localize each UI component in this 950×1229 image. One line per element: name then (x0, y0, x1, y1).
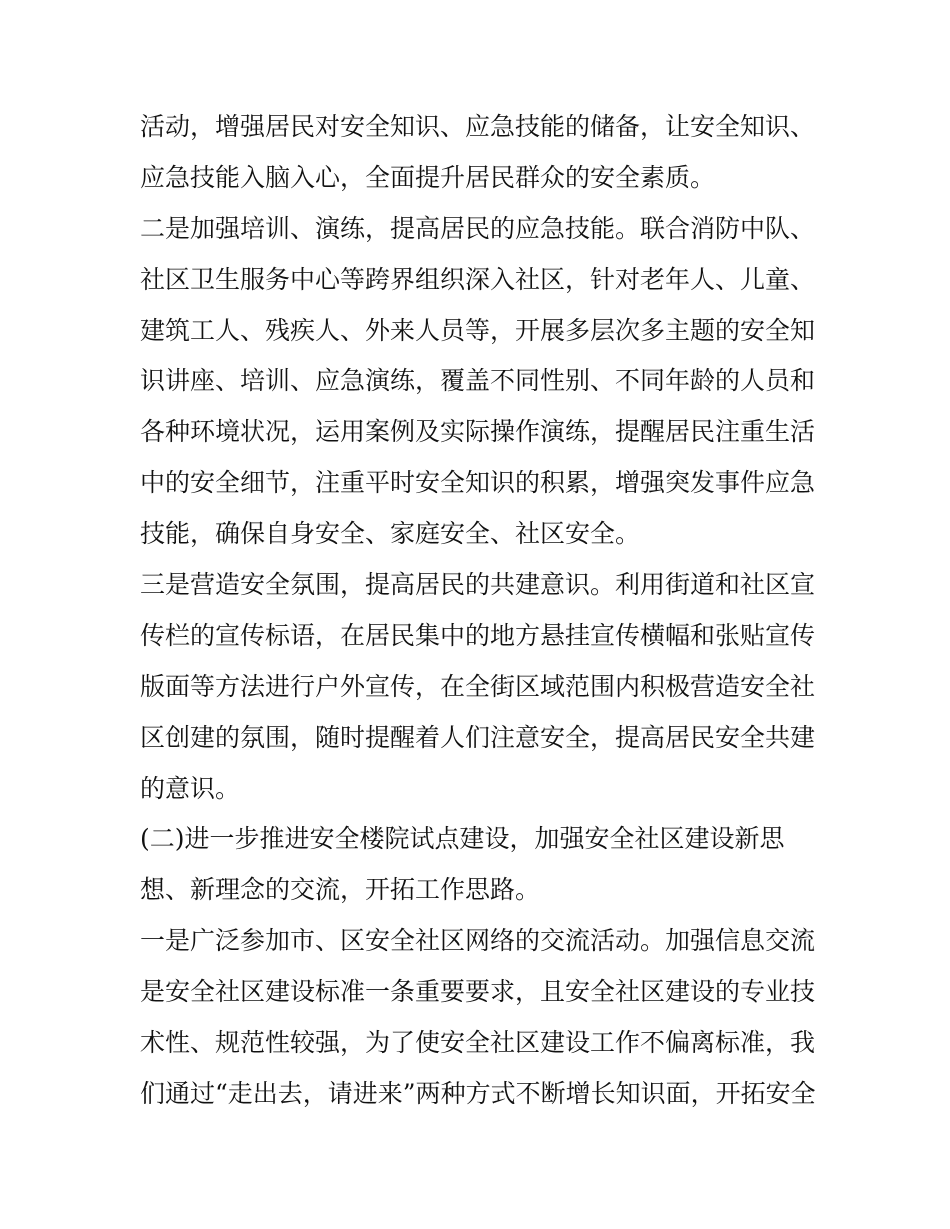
text-line-16: 想、新理念的交流，开拓工作思路。 (140, 875, 541, 905)
text-line-12: 版面等方法进行户外宣传，在全街区域范围内积极营造安全社 (140, 671, 816, 701)
text-line-18: 是安全社区建设标准一条重要要求，且安全社区建设的专业技 (140, 977, 816, 1007)
text-line-4: 社区卫生服务中心等跨界组织深入社区，针对老年人、儿童、 (140, 264, 816, 294)
text-line-1: 活动，增强居民对安全知识、应急技能的储备，让安全知识、 (140, 112, 816, 141)
text-line-2: 应急技能入脑入心，全面提升居民群众的安全素质。 (140, 162, 716, 192)
text-line-3: 二是加强培训、演练，提高居民的应急技能。联合消防中队、 (140, 213, 816, 243)
text-line-15: (二)进一步推进安全楼院试点建设，加强安全社区建设新思 (140, 824, 785, 854)
text-line-8: 中的安全细节，注重平时安全知识的积累，增强突发事件应急 (140, 468, 816, 498)
text-line-10: 三是营造安全氛围，提高居民的共建意识。利用街道和社区宣 (140, 570, 816, 600)
text-line-13: 区创建的氛围，随时提醒着人们注意安全，提高居民安全共建 (140, 722, 816, 752)
text-line-17: 一是广泛参加市、区安全社区网络的交流活动。加强信息交流 (140, 926, 816, 956)
text-line-6: 识讲座、培训、应急演练，覆盖不同性别、不同年龄的人员和 (140, 366, 816, 396)
text-line-5: 建筑工人、残疾人、外来人员等，开展多层次多主题的安全知 (140, 315, 816, 345)
text-line-7: 各种环境状况，运用案例及实际操作演练，提醒居民注重生活 (140, 417, 816, 447)
text-line-19: 术性、规范性较强，为了使安全社区建设工作不偏离标准，我 (140, 1028, 816, 1058)
body-text (140, 102, 830, 1120)
text-line-11: 传栏的宣传标语，在居民集中的地方悬挂宣传横幅和张贴宣传 (140, 620, 816, 650)
text-line-9: 技能，确保自身安全、家庭安全、社区安全。 (140, 519, 641, 549)
text-line-14: 的意识。 (140, 773, 241, 803)
text-line-20: 们通过“走出去，请进来”两种方式不断增长知识面，开拓安全 (140, 1078, 816, 1108)
